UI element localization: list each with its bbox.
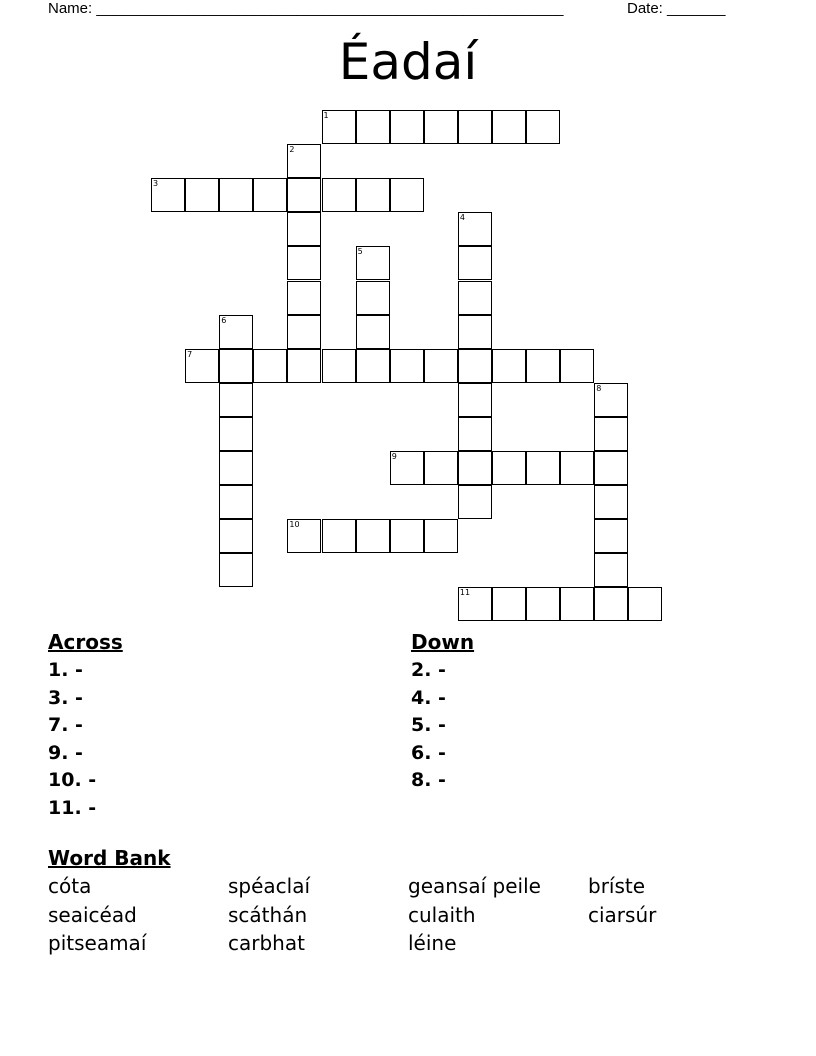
clue-number: 7 — [187, 349, 193, 359]
grid-cell[interactable] — [356, 519, 390, 553]
word-bank-item: scáthán — [228, 902, 308, 927]
grid-cell[interactable] — [560, 451, 594, 485]
grid-cell[interactable] — [594, 587, 628, 621]
clue-number: 1 — [323, 111, 329, 120]
name-field-label: Name: ________________________________________________________ — [48, 0, 564, 17]
grid-cell[interactable] — [322, 519, 356, 553]
grid-cell[interactable] — [219, 315, 253, 349]
grid-cell[interactable] — [185, 178, 219, 212]
clue-number: 9 — [391, 452, 397, 461]
grid-cell[interactable] — [492, 587, 526, 621]
grid-cell[interactable] — [458, 212, 492, 246]
across-clue: 9. - — [48, 741, 83, 764]
down-clue: 6. - — [411, 741, 446, 764]
grid-cell[interactable] — [458, 383, 492, 417]
grid-cell[interactable] — [390, 110, 424, 144]
grid-cell[interactable] — [492, 349, 526, 383]
word-bank-item: geansaí peile — [408, 874, 541, 898]
grid-cell[interactable] — [594, 383, 628, 417]
grid-cell[interactable] — [356, 349, 390, 383]
word-bank-item: culaith — [408, 902, 476, 927]
grid-cell[interactable] — [390, 349, 424, 383]
grid-cell[interactable] — [458, 110, 492, 144]
grid-cell[interactable] — [253, 349, 287, 383]
word-bank-item: léine — [408, 931, 457, 955]
grid-cell[interactable] — [594, 553, 628, 587]
grid-cell[interactable] — [458, 315, 492, 349]
grid-cell[interactable] — [594, 451, 628, 485]
grid-cell[interactable] — [253, 178, 287, 212]
grid-cell[interactable] — [390, 178, 424, 212]
grid-cell[interactable] — [185, 349, 219, 383]
grid-cell[interactable] — [526, 349, 560, 383]
across-clue: 1. - — [48, 659, 83, 681]
grid-cell[interactable] — [322, 178, 356, 212]
grid-cell[interactable] — [356, 281, 390, 315]
across-clue: 11. - — [48, 796, 97, 819]
word-bank-heading: Word Bank — [48, 846, 171, 870]
grid-cell[interactable] — [219, 417, 253, 451]
grid-cell[interactable] — [492, 451, 526, 485]
clue-number: 4 — [459, 213, 465, 223]
grid-cell[interactable] — [594, 417, 628, 451]
grid-cell[interactable] — [219, 485, 253, 519]
grid-cell[interactable] — [151, 178, 185, 212]
clue-number: 6 — [221, 315, 227, 325]
grid-cell[interactable] — [219, 553, 253, 587]
grid-cell[interactable] — [424, 110, 458, 144]
grid-cell[interactable] — [526, 451, 560, 485]
grid-cell[interactable] — [390, 519, 424, 553]
clue-number: 11 — [459, 588, 471, 598]
clue-number: 8 — [596, 383, 602, 393]
grid-cell[interactable] — [458, 451, 492, 485]
across-heading: Across — [48, 630, 123, 654]
word-bank-item: pitseamaí — [48, 931, 147, 955]
word-bank-item: carbhat — [228, 931, 305, 955]
grid-cell[interactable] — [560, 349, 594, 383]
page-title: Éadaí — [338, 33, 478, 91]
grid-cell[interactable] — [356, 315, 390, 349]
down-clue: 5. - — [411, 714, 446, 736]
clue-number: 3 — [153, 179, 159, 189]
grid-cell[interactable] — [424, 451, 458, 485]
grid-cell[interactable] — [424, 519, 458, 553]
grid-cell[interactable] — [458, 349, 492, 383]
grid-cell[interactable] — [287, 178, 321, 212]
grid-cell[interactable] — [287, 246, 321, 280]
word-bank-item: cóta — [48, 874, 92, 898]
clue-number: 5 — [357, 247, 363, 257]
grid-cell[interactable] — [628, 587, 662, 621]
grid-cell[interactable] — [458, 485, 492, 519]
grid-cell[interactable] — [287, 315, 321, 349]
across-clue: 3. - — [48, 686, 83, 709]
grid-cell[interactable] — [356, 178, 390, 212]
grid-cell[interactable] — [458, 587, 492, 621]
across-clue: 7. - — [48, 714, 83, 736]
grid-cell[interactable] — [219, 519, 253, 553]
grid-cell[interactable] — [424, 349, 458, 383]
word-bank-item: ciarsúr — [588, 902, 657, 927]
grid-cell[interactable] — [356, 246, 390, 280]
down-heading: Down — [411, 630, 475, 654]
date-field-label: Date: _______ — [627, 0, 726, 17]
grid-cell[interactable] — [287, 212, 321, 246]
grid-cell[interactable] — [526, 110, 560, 144]
grid-cell[interactable] — [219, 451, 253, 485]
across-clue: 10. - — [48, 769, 97, 791]
clue-number: 10 — [289, 520, 300, 530]
grid-cell[interactable] — [219, 349, 253, 383]
down-clue: 2. - — [411, 659, 446, 681]
across-clue-list — [48, 657, 96, 822]
word-bank-item: seaicéad — [48, 902, 137, 927]
grid-cell[interactable] — [219, 178, 253, 212]
grid-cell[interactable] — [287, 519, 321, 553]
grid-cell[interactable] — [287, 281, 321, 315]
down-clue: 8. - — [411, 769, 446, 791]
grid-cell[interactable] — [390, 451, 424, 485]
grid-cell[interactable] — [594, 519, 628, 553]
grid-cell[interactable] — [322, 349, 356, 383]
grid-cell[interactable] — [458, 417, 492, 451]
word-bank-item: bríste — [588, 874, 646, 898]
down-clue: 4. - — [411, 686, 446, 709]
clue-number: 2 — [289, 145, 295, 155]
grid-cell[interactable] — [492, 110, 526, 144]
down-clue-list — [411, 657, 446, 795]
grid-cell[interactable] — [594, 485, 628, 519]
grid-cell[interactable] — [458, 281, 492, 315]
grid-cell[interactable] — [287, 144, 321, 178]
grid-cell[interactable] — [287, 349, 321, 383]
grid-cell[interactable] — [356, 110, 390, 144]
grid-cell[interactable] — [458, 246, 492, 280]
word-bank-item: spéaclaí — [228, 874, 311, 898]
grid-cell[interactable] — [560, 587, 594, 621]
grid-cell[interactable] — [526, 587, 560, 621]
grid-cell[interactable] — [219, 383, 253, 417]
grid-cell[interactable] — [322, 110, 356, 144]
